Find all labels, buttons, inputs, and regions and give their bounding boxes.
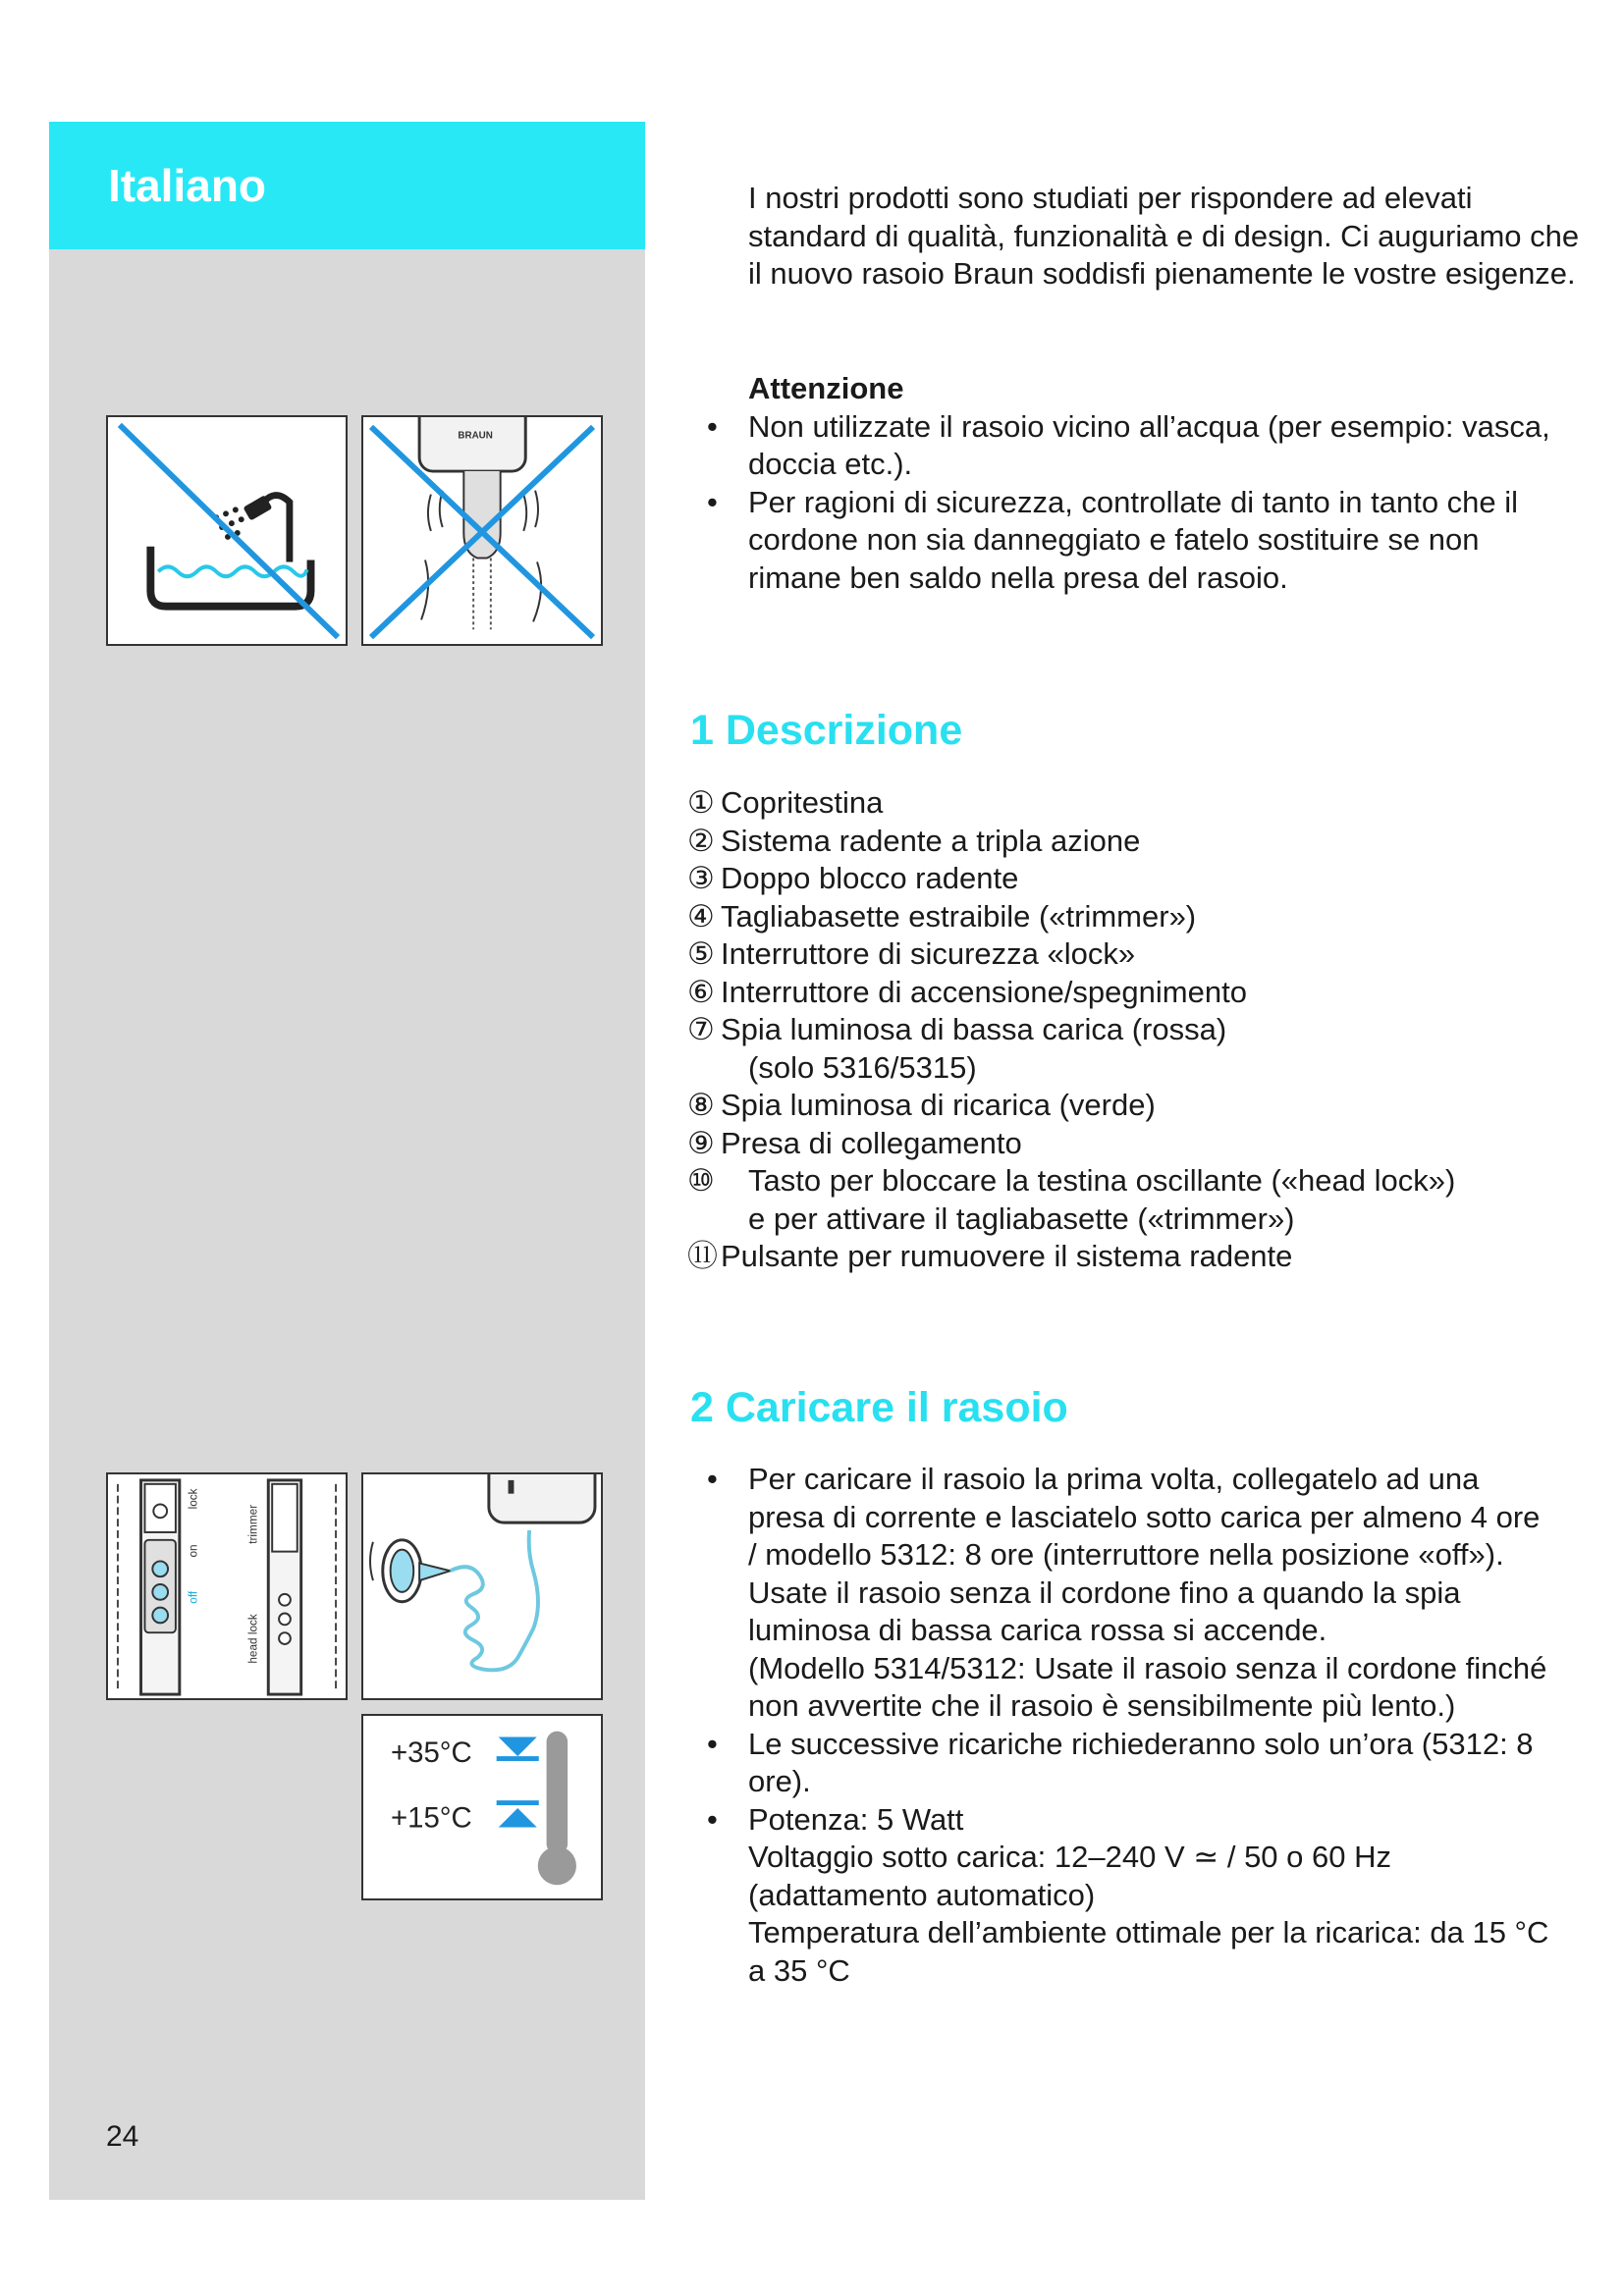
thermometer-icon [538, 1732, 576, 1886]
part-text: Tagliabasette estraibile («trimmer») [721, 898, 1197, 934]
list-item [687, 823, 1551, 861]
part-text: Spia luminosa di bassa carica (rossa) [721, 1012, 1227, 1046]
switch-label-head-lock: head lock [246, 1614, 260, 1664]
thermometer-illustration [363, 1716, 601, 1898]
part-text: Spia luminosa di ricarica (verde) [721, 1088, 1156, 1122]
intro-paragraph [687, 180, 1593, 294]
intro-text: I nostri prodotti sono studiati per rispondere ad elevati standard di qualità, funzionalità e di design. Ci auguriamo che il nuovo rasoio Braun soddisfi pienamente le vostre esigenze. [748, 181, 1580, 291]
switch-label-off: off [187, 1590, 200, 1604]
list-item [687, 784, 1551, 823]
warning-item-text: Per ragioni di sicurezza, controllate di tanto in tanto che il cordone non sia danneggiato e fatelo sostituire se non rimane ben saldo nella presa del rasoio. [748, 484, 1519, 595]
warning-item [687, 408, 1551, 484]
list-item [687, 974, 1551, 1012]
temperature-low-label: +15°C [391, 1801, 472, 1835]
list-item [687, 1162, 1551, 1201]
indicator-light-3 [152, 1608, 168, 1624]
part-text: Interruttore di sicurezza «lock» [721, 936, 1136, 971]
section-title-charging: 2 Caricare il rasoio [690, 1384, 1068, 1431]
figure-charging [361, 1472, 603, 1700]
charging-instructions [687, 1461, 1551, 1990]
figure-no-shower [361, 415, 603, 646]
warning-item-text: Non utilizzate il rasoio vicino all’acqua (per esempio: vasca, doccia etc.). [748, 408, 1550, 481]
shaver-under-water-illustration [363, 417, 601, 644]
part-number: ③ [687, 861, 715, 895]
charging-note: (Modello 5314/5312: Usate il rasoio senza il cordone finché non avvertite che il rasoio è sensibilmente più lento.) [748, 1650, 1547, 1723]
bullet-icon: • [707, 408, 718, 444]
list-item [687, 935, 1551, 974]
page-number: 24 [106, 2120, 139, 2153]
list-item [687, 1125, 1551, 1163]
part-text: Copritestina [721, 785, 884, 820]
switch-label-on: on [187, 1544, 200, 1558]
part-number: ④ [687, 898, 715, 934]
charging-illustration [363, 1474, 601, 1698]
warning-title: Attenzione [748, 371, 904, 405]
bullet-icon: • [707, 1726, 718, 1761]
switch-panel-illustration [108, 1474, 346, 1698]
figure-no-bath [106, 415, 348, 646]
switch-label-lock: lock [187, 1488, 200, 1510]
list-item [687, 1461, 1551, 1650]
list-item [687, 898, 1551, 936]
voltage-spec: Voltaggio sotto carica: 12–240 V ≃ / 50 o 60 Hz (adattamento automatico) [748, 1840, 1391, 1912]
figure-switch-panel [106, 1472, 348, 1700]
figure-thermometer [361, 1714, 603, 1900]
list-item [687, 1011, 1551, 1049]
part-number: ① [687, 785, 715, 820]
part-number: ② [687, 823, 715, 858]
charging-bullet-text: Potenza: 5 Watt [748, 1801, 964, 1837]
charging-bullet-text: Le successive ricariche richiederanno solo un’ora (5312: 8 ore). [748, 1726, 1534, 1798]
list-item [687, 1801, 1551, 1840]
part-text: Interruttore di accensione/spegnimento [721, 974, 1247, 1009]
part-continuation: (solo 5316/5315) [748, 1049, 977, 1085]
temperature-spec: Temperatura dell’ambiente ottimale per la ricarica: da 15 °C a 35 °C [748, 1915, 1549, 1988]
list-item [687, 1238, 1551, 1276]
part-text: Pulsante per rumuovere il sistema radente [721, 1239, 1293, 1273]
parts-list [687, 784, 1551, 1276]
warning-block [687, 370, 1551, 597]
temperature-high-marker [497, 1737, 539, 1761]
brand-logo-text: BRAUN [458, 430, 493, 442]
bath-shower-illustration [108, 417, 346, 644]
part-number: ⑥ [687, 974, 715, 1009]
part-number: ⑦ [687, 1012, 715, 1046]
part-number: ⑤ [687, 936, 715, 971]
list-item [687, 1087, 1551, 1125]
part-text: Sistema radente a tripla azione [721, 823, 1141, 858]
charging-bullet-text: Per caricare il rasoio la prima volta, collegatelo ad una presa di corrente e lasciatelo sotto carica per almeno 4 ore / modello 5312: 8 ore (interruttore nella posizione «off»). Usate il rasoio senza il cordone fino a quando la spia luminosa di bassa carica rossa si accende. [748, 1462, 1541, 1647]
bullet-icon: • [707, 1801, 718, 1837]
part-number: ⑧ [687, 1088, 715, 1122]
indicator-light-2 [152, 1584, 168, 1600]
shaver-icon [489, 1474, 595, 1522]
part-continuation: e per attivare il tagliabasette («trimmer») [748, 1201, 1295, 1236]
bullet-icon: • [707, 1462, 718, 1496]
part-text: Presa di collegamento [721, 1125, 1022, 1160]
part-number: ⑪ [687, 1239, 718, 1273]
coiled-cord-icon [451, 1530, 538, 1670]
list-item [687, 1726, 1551, 1801]
warning-item [687, 484, 1551, 598]
bullet-icon: • [707, 484, 718, 519]
part-text: Tasto per bloccare la testina oscillante («head lock») [748, 1163, 1456, 1198]
language-title: Italiano [108, 160, 267, 211]
part-number: ⑩ [687, 1163, 715, 1198]
list-item [687, 860, 1551, 898]
temperature-low-marker [497, 1800, 539, 1827]
switch-label-trimmer: trimmer [246, 1504, 260, 1544]
part-number: ⑨ [687, 1125, 715, 1160]
part-text: Doppo blocco radente [721, 861, 1019, 895]
plug-icon [370, 1540, 451, 1602]
indicator-light-1 [152, 1561, 168, 1576]
section-title-description: 1 Descrizione [690, 707, 963, 754]
temperature-high-label: +35°C [391, 1735, 472, 1769]
